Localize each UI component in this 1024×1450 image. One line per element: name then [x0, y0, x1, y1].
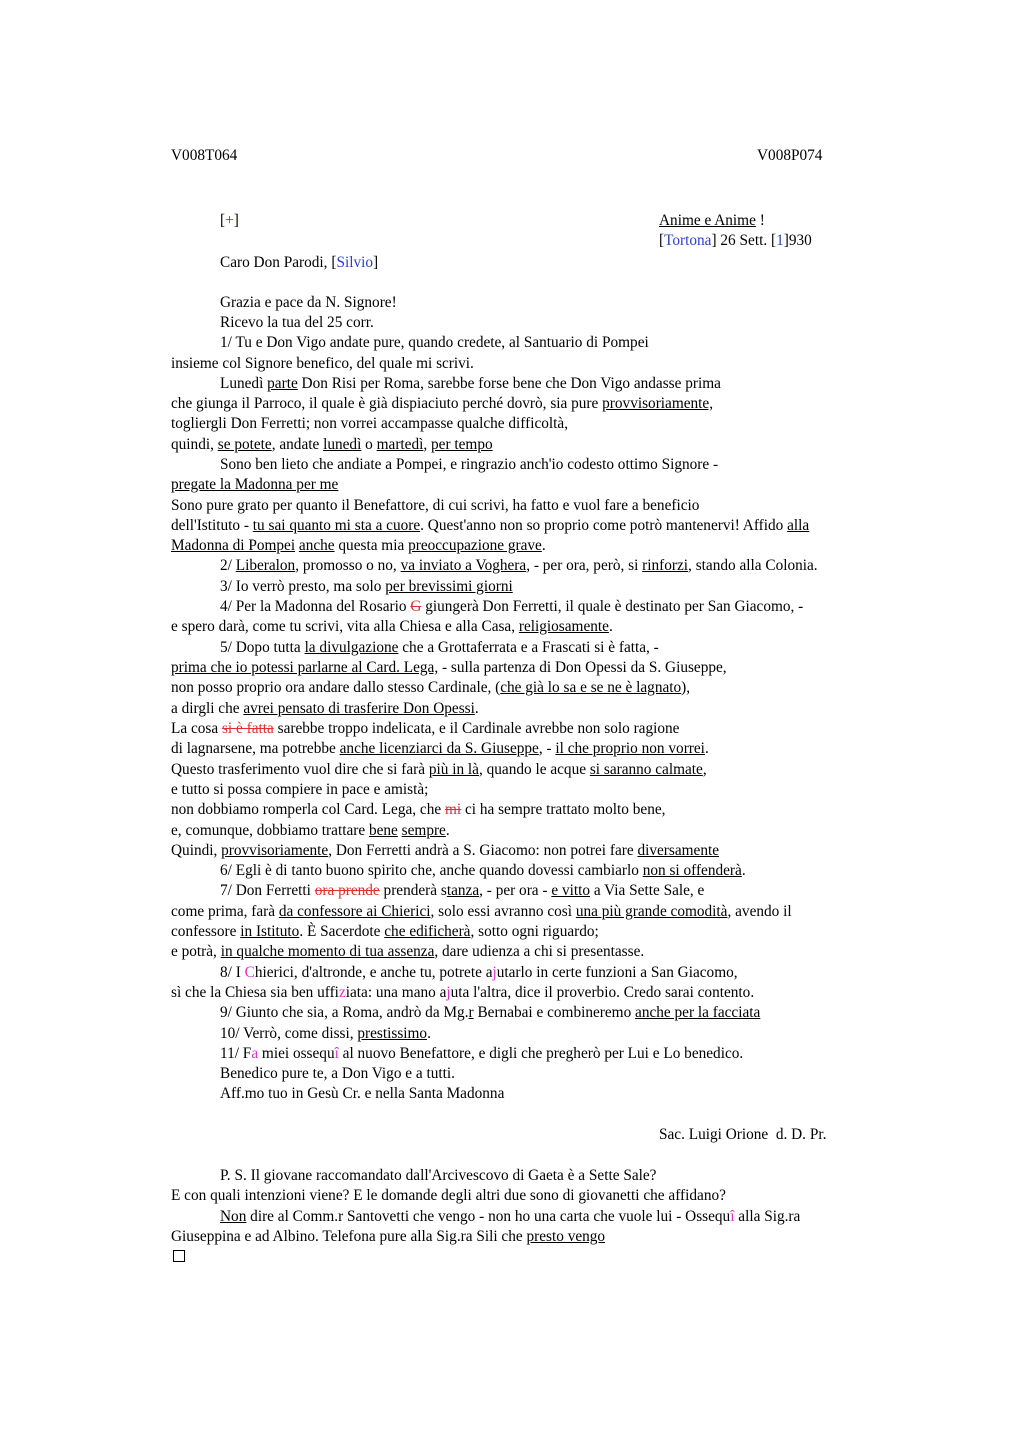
salutation-text: Caro Don Parodi,	[220, 254, 332, 271]
body-line-38: 11/ Fa miei ossequî al nuovo Benefattore, e digli che pregherò per Lui e Lo benedico.	[220, 1045, 744, 1062]
date-part: 26 Sett.	[716, 232, 771, 249]
body-line-26: non dobbiamo romperla col Card. Lega, che mi ci ha sempre trattato molto bene,	[171, 801, 666, 818]
body-line-37: 10/ Verrò, come dissi, prestissimo.	[220, 1025, 431, 1042]
body-line-17: e spero darà, come tu scrivi, vita alla Chiesa e alla Casa, religiosamente.	[171, 618, 613, 635]
body-line-20: non posso proprio ora andare dallo stesso Cardinale, (che già lo sa e se ne è lagnato),	[171, 679, 691, 696]
body-line-6: che giunga il Parroco, il quale è già dispiaciuto perché dovrò, sia pure provvisoriamente,	[171, 395, 714, 412]
body-line-34: 8/ I Chierici, d'altronde, e anche tu, potrete ajutarlo in certe funzioni a San Giacomo,	[220, 964, 738, 981]
body-line-18: 5/ Dopo tutta la divulgazione che a Grottaferrata e a Frascati si è fatta, -	[220, 639, 659, 656]
postscript-line-4: Giuseppina e ad Albino. Telefona pure alla Sig.ra Sili che presto vengo	[171, 1228, 606, 1245]
body-line-9: Sono ben lieto che andiate a Pompei, e ringrazio anch'io codesto ottimo Signore -	[220, 456, 719, 473]
cross-mark	[220, 212, 239, 230]
motto-end: !	[755, 212, 765, 229]
body-line-5: Lunedì parte Don Risi per Roma, sarebbe forse bene che Don Vigo andasse prima	[220, 375, 721, 392]
body-line-27: e, comunque, dobbiamo trattare bene sempre.	[171, 822, 450, 839]
body-line-8: quindi, se potete, andate lunedì o martedì, per tempo	[171, 436, 493, 453]
body-line-35: sì che la Chiesa sia ben uffiziata: una mano ajuta l'altra, dice il proverbio. Credo sarai contento.	[171, 984, 755, 1001]
bracket-open: [	[220, 212, 226, 229]
cross-plus: +	[225, 212, 234, 229]
motto	[659, 212, 765, 230]
signature: Sac. Luigi Orione d. D. Pr.	[659, 1126, 827, 1143]
body-line-10: pregate la Madonna per me	[171, 476, 339, 493]
salutation: Caro Don Parodi, [Silvio]	[220, 254, 379, 271]
body-line-32: confessore in Istituto. È Sacerdote che edificherà, sotto ogni riguardo;	[171, 923, 599, 940]
body-line-3: 1/ Tu e Don Vigo andate pure, quando credete, al Santuario di Pompei	[220, 334, 649, 351]
body-line-24: Questo trasferimento vuol dire che si farà più in là, quando le acque si saranno calmate,	[171, 761, 707, 778]
document-code-right: V008P074	[757, 147, 823, 164]
postscript-line-2: E con quali intenzioni viene? E le domande degli altri due sono di giovanetti che affidano?	[171, 1187, 726, 1204]
body-line-33: e potrà, in qualche momento di tua assenza, dare udienza a chi si presentasse.	[171, 943, 645, 960]
body-line-16: 4/ Per la Madonna del Rosario G giungerà Don Ferretti, il quale è destinato per San Giacomo, -	[220, 598, 804, 615]
document-code-left: V008T064	[171, 147, 238, 164]
body-line-25: e tutto si possa compiere in pace e amistà;	[171, 781, 429, 798]
body-line-21: a dirgli che avrei pensato di trasferire Don Opessi.	[171, 700, 479, 717]
body-line-40: Aff.mo tuo in Gesù Cr. e nella Santa Madonna	[220, 1085, 505, 1102]
body-line-19: prima che io potessi parlarne al Card. Lega, - sulla partenza di Don Opessi da S. Giuseppe,	[171, 659, 727, 676]
body-line-2: Ricevo la tua del 25 corr.	[220, 314, 374, 331]
salutation-name: Silvio	[336, 254, 373, 271]
date-year: ]930	[783, 232, 812, 249]
motto-text: Anime e Anime	[659, 212, 756, 229]
date-digit: 1	[776, 232, 784, 249]
body-line-28: Quindi, provvisoriamente, Don Ferretti andrà a S. Giacomo: non potrei fare diversamente	[171, 842, 720, 859]
body-line-31: come prima, farà da confessore ai Chierici, solo essi avranno così una più grande comodità, avendo il	[171, 903, 792, 920]
body-line-36: 9/ Giunto che sia, a Roma, andrò da Mg.r Bernabai e combineremo anche per la facciata	[220, 1004, 761, 1021]
body-line-12: dell'Istituto - tu sai quanto mi sta a cuore. Quest'anno non so proprio come potrò mantenervi! Affido alla	[171, 517, 810, 534]
end-square-icon	[173, 1250, 185, 1262]
postscript-line-3: Non dire al Comm.r Santovetti che vengo - non ho una carta che vuole lui - Ossequî alla Sig.ra	[220, 1208, 801, 1225]
body-line-1: Grazia e pace da N. Signore!	[220, 294, 397, 311]
body-line-14: 2/ Liberalon, promosso o no, va inviato a Voghera, - per ora, però, si rinforzi, stando alla Colonia.	[220, 557, 818, 574]
body-line-15: 3/ Io verrò presto, ma solo per brevissimi giorni	[220, 578, 513, 595]
body-line-4: insieme col Signore benefico, del quale mi scrivi.	[171, 355, 474, 372]
postscript-line-1: P. S. Il giovane raccomandato dall'Arcivescovo di Gaeta è a Sette Sale?	[220, 1167, 657, 1184]
body-line-7: togliergli Don Ferretti; non vorrei accampasse qualche difficoltà,	[171, 415, 569, 432]
body-line-13: Madonna di Pompei anche questa mia preoccupazione grave.	[171, 537, 546, 554]
body-line-29: 6/ Egli è di tanto buono spirito che, anche quando dovessi cambiarlo non si offenderà.	[220, 862, 746, 879]
bracket-close: ]	[233, 212, 239, 229]
place-date: [Tortona] 26 Sett. [1]930	[659, 232, 812, 249]
body-line-11: Sono pure grato per quanto il Benefattore, di cui scrivi, ha fatto e vuol fare a beneficio	[171, 497, 700, 514]
place: Tortona	[664, 232, 712, 249]
body-line-22: La cosa si è fatta sarebbe troppo indelicata, e il Cardinale avrebbe non solo ragione	[171, 720, 680, 737]
body-line-30: 7/ Don Ferretti ora prende prenderà stanza, - per ora - e vitto a Via Sette Sale, e	[220, 882, 705, 899]
body-line-23: di lagnarsene, ma potrebbe anche licenziarci da S. Giuseppe, - il che proprio non vorrei.	[171, 740, 709, 757]
body-line-39: Benedico pure te, a Don Vigo e a tutti.	[220, 1065, 455, 1082]
